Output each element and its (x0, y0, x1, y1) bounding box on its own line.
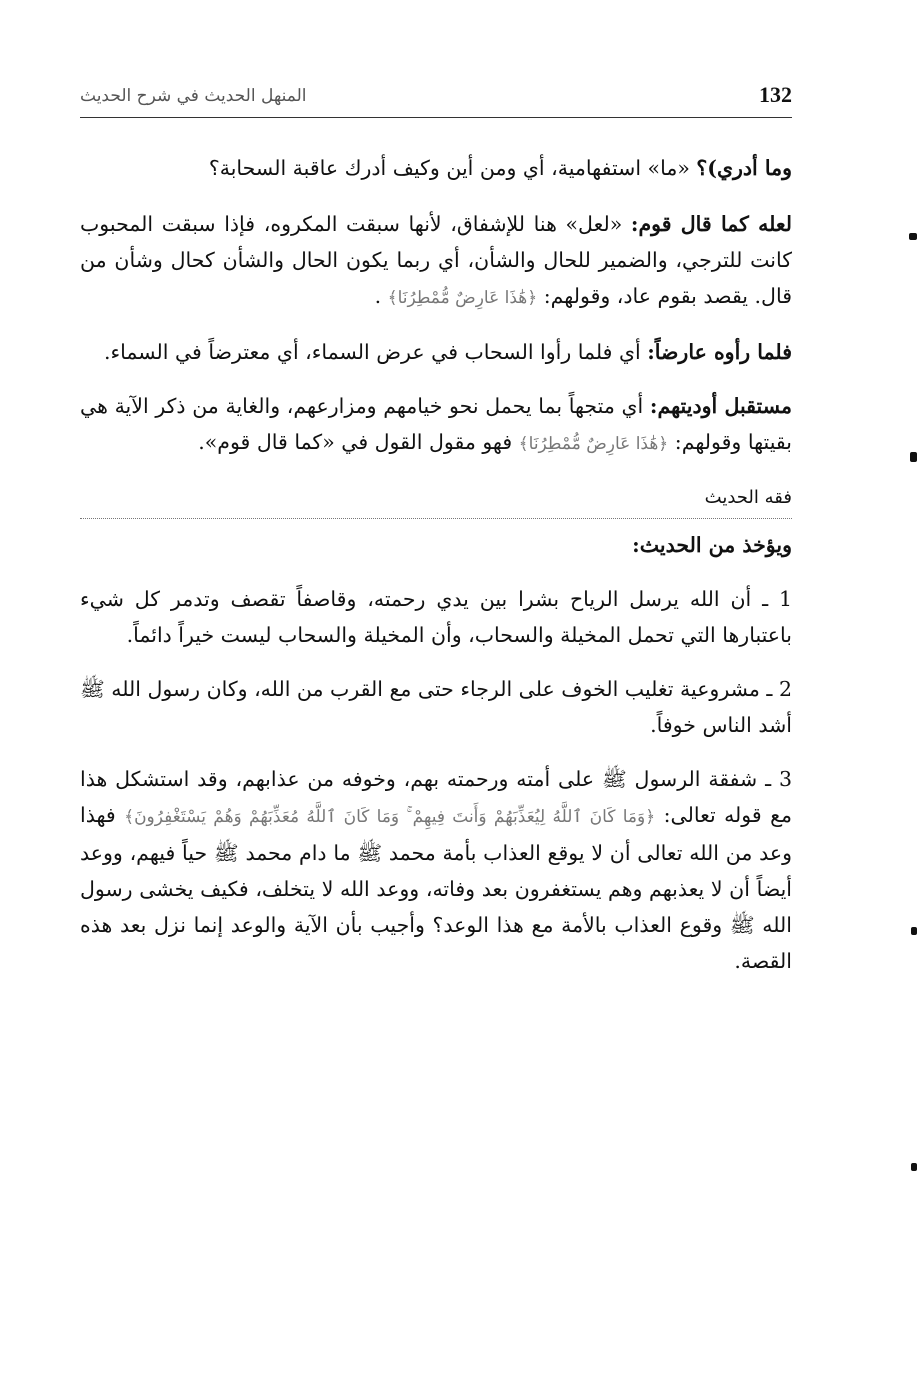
explanation-paragraph (80, 206, 792, 316)
quran-verse: ﴿وَمَا كَانَ ٱللَّهُ لِيُعَذِّبَهُمْ وَأَنتَ فِيهِمْ ۚ وَمَا كَانَ ٱللَّهُ مُعَذِّبَهُمْ وَهُمْ يَسْتَغْفِرُونَ﴾ (124, 807, 656, 827)
header-rule (80, 117, 792, 118)
section-heading: فقه الحديث (80, 484, 792, 519)
term-label: لعله كما قال قوم: (630, 212, 792, 236)
list-item: 2 ـ مشروعية تغليب الخوف على الرجاء حتى مع القرب من الله، وكان رسول الله ﷺ أشد الناس خوفاً. (80, 677, 792, 737)
margin-mark (911, 927, 917, 935)
list-item-text: 3 ـ شفقة الرسول ﷺ على أمته ورحمته بهم، وخوفه من عذابهم، وقد استشكل هذا مع قوله تعالى: (80, 767, 792, 827)
margin-mark (911, 1163, 917, 1171)
quran-verse: ﴿هَٰذَا عَارِضٌ مُّمْطِرُنَا﴾ (518, 434, 669, 454)
list-item (80, 761, 792, 979)
explanation-text: أي فلما رأوا السحاب في عرض السماء، أي معترضاً في السماء. (103, 340, 648, 364)
term-label: مستقبل أوديتهم: (649, 394, 792, 418)
explanation-paragraph (80, 150, 792, 186)
quran-verse: ﴿هَٰذَا عَارِضٌ مُّمْطِرُنَا﴾ (387, 288, 538, 308)
page-header (80, 80, 792, 120)
explanation-text: «ما» استفهامية، أي ومن أين وكيف أدرك عاقبة السحابة؟ (208, 156, 697, 180)
explanation-end: . (374, 284, 388, 308)
list-item-text-end: فهذا وعد من الله تعالى أن لا يوقع العذاب بأمة محمد ﷺ ما دام محمد ﷺ حياً فيهم، ووعد أيضاً أن لا يعذبهم وهم يستغفرون بعد وفاته، ووعد الله لا يتخلف، فكيف يخشى رسول الله ﷺ وقوع العذاب بالأمة مع هذا الوعد؟ وأجيب بأن الآية والوعد إنما نزل بعد هذه القصة. (80, 803, 792, 973)
list-item: 1 ـ أن الله يرسل الرياح بشرا بين يدي رحمته، وقاصفاً تقصف وتدمر كل شيء باعتبارها التي تحمل المخيلة والسحاب، وأن المخيلة والسحاب ليست خيراً دائماً. (80, 587, 792, 647)
page-number: 132 (759, 82, 792, 107)
explanation-text: أي متجهاً بما يحمل نحو خيامهم ومزارعهم، والغاية من ذكر الآية هي بقيتها وقولهم: (80, 394, 792, 454)
term-label: وما أدري)؟ (696, 156, 792, 180)
running-title: المنهل الحديث في شرح الحديث (80, 86, 307, 106)
explanation-text: «لعل» هنا للإشفاق، لأنها سبقت المكروه، فإذا سبقت المحبوب كانت للترجي، والضمير للحال والشأن، أي ربما يكون الحال والشأن كحال وشأن من قال. يقصد بقوم عاد، وقولهم: (80, 212, 792, 308)
explanation-paragraph (80, 334, 792, 370)
margin-mark (910, 452, 917, 462)
margin-mark (909, 233, 917, 240)
explanation-end: فهو مقول القول في «كما قال قوم». (198, 430, 519, 454)
term-label: فلما رأوه عارضاً: (647, 340, 792, 364)
explanation-paragraph (80, 388, 792, 462)
section-subheading: ويؤخذ من الحديث: (632, 533, 792, 557)
page-body (80, 150, 792, 997)
